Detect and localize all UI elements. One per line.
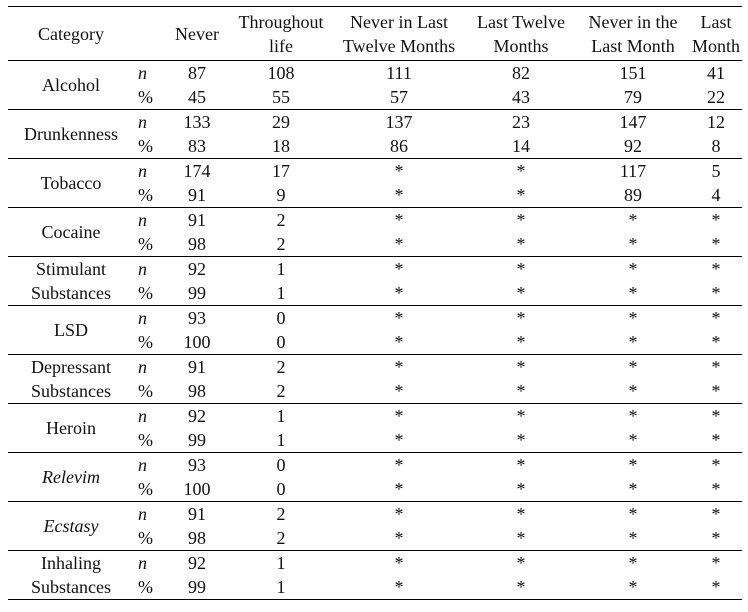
header-category-label: Category <box>38 23 104 44</box>
header-last-twelve-line1: Last Twelve <box>477 11 565 32</box>
count-cell: * <box>332 502 466 527</box>
header-stat <box>134 7 164 61</box>
category-label: Inhaling <box>41 553 101 573</box>
category-cell <box>8 502 134 551</box>
percent-cell: 99 <box>188 283 206 303</box>
category-cell <box>8 110 134 159</box>
count-cell: * <box>690 404 742 429</box>
category-cell <box>8 159 134 208</box>
count-cell: 133 <box>164 110 230 135</box>
header-category <box>8 7 134 61</box>
header-last-month-line2: Month <box>691 35 740 56</box>
category-label: Cocaine <box>41 222 101 242</box>
category-cell <box>8 306 134 355</box>
header-never-last-twelve-line2: Twelve Months <box>342 35 456 56</box>
category-label: Ecstasy <box>43 516 99 536</box>
count-cell: 41 <box>690 61 742 86</box>
table-row <box>8 453 742 478</box>
percent-cell: 91 <box>188 185 206 205</box>
percent-cell: 0 <box>276 479 286 499</box>
stat-label-percent: % <box>138 528 153 548</box>
count-cell: 92 <box>164 404 230 429</box>
percent-cell: * <box>516 332 526 352</box>
percent-cell: 86 <box>390 136 408 156</box>
count-cell: * <box>466 208 576 233</box>
stat-label-percent: % <box>138 185 153 205</box>
stat-label-percent: % <box>138 136 153 156</box>
stat-label-n: n <box>134 404 164 429</box>
percent-cell: 1 <box>276 430 286 450</box>
percent-cell: * <box>628 528 638 548</box>
percent-cell: * <box>516 234 526 254</box>
count-cell: 93 <box>164 453 230 478</box>
count-cell: * <box>690 551 742 576</box>
stat-label-percent: % <box>138 234 153 254</box>
count-cell: * <box>576 208 690 233</box>
count-cell: * <box>332 257 466 282</box>
percent-cell: * <box>711 283 721 303</box>
category-cell <box>8 355 134 404</box>
count-cell: * <box>690 355 742 380</box>
count-cell: 92 <box>164 257 230 282</box>
count-cell: * <box>466 551 576 576</box>
header-never-last-twelve-line1: Never in Last <box>350 11 448 32</box>
percent-cell: 9 <box>276 185 286 205</box>
table-row <box>8 502 742 527</box>
percent-cell: * <box>394 332 404 352</box>
count-cell: * <box>466 502 576 527</box>
count-cell: 91 <box>164 502 230 527</box>
table-row <box>8 159 742 184</box>
count-cell: * <box>332 453 466 478</box>
stat-label-n: n <box>134 453 164 478</box>
percent-cell: 2 <box>276 528 286 548</box>
count-cell: 12 <box>690 110 742 135</box>
table-row <box>8 208 742 233</box>
percent-cell: * <box>628 332 638 352</box>
header-never <box>164 7 230 61</box>
percent-cell: * <box>628 234 638 254</box>
percent-cell: 92 <box>624 136 642 156</box>
stat-label-percent: % <box>138 430 153 450</box>
percent-cell: * <box>332 575 466 600</box>
category-label: Heroin <box>46 418 96 438</box>
header-never-last-month-line2: Last Month <box>591 35 675 56</box>
count-cell: 151 <box>576 61 690 86</box>
count-cell: * <box>690 306 742 331</box>
count-cell: 0 <box>230 306 332 331</box>
stat-label-n: n <box>134 355 164 380</box>
percent-cell: * <box>711 430 721 450</box>
stat-label-n: n <box>134 208 164 233</box>
percent-cell: 83 <box>188 136 206 156</box>
stat-label-percent: % <box>138 381 153 401</box>
percent-cell: * <box>394 430 404 450</box>
percent-cell: 98 <box>188 528 206 548</box>
count-cell: 87 <box>164 61 230 86</box>
count-cell: 82 <box>466 61 576 86</box>
category-label-line2: Substances <box>31 381 111 401</box>
category-label: Relevim <box>42 467 100 487</box>
count-cell: 2 <box>230 502 332 527</box>
percent-cell: * <box>394 283 404 303</box>
stat-label-percent: % <box>138 479 153 499</box>
stat-label-n: n <box>134 306 164 331</box>
count-cell: * <box>576 355 690 380</box>
count-cell: * <box>576 502 690 527</box>
percent-cell: 45 <box>188 87 206 107</box>
percent-cell: 2 <box>276 234 286 254</box>
count-cell: * <box>332 208 466 233</box>
percent-cell: * <box>628 283 638 303</box>
stat-label-n: n <box>134 551 164 576</box>
count-cell: * <box>576 551 690 576</box>
count-cell: * <box>576 306 690 331</box>
count-cell: * <box>466 257 576 282</box>
count-cell: 0 <box>230 453 332 478</box>
percent-cell: 55 <box>272 87 290 107</box>
percent-cell: 1 <box>230 575 332 600</box>
table-header <box>8 7 742 61</box>
count-cell: * <box>576 257 690 282</box>
percent-cell: * <box>516 185 526 205</box>
percent-cell: * <box>516 479 526 499</box>
count-cell: * <box>690 208 742 233</box>
stat-label-percent: % <box>134 575 164 600</box>
stat-label-n: n <box>134 257 164 282</box>
percent-cell: 4 <box>711 185 721 205</box>
percent-cell: 43 <box>512 87 530 107</box>
percent-cell: 79 <box>624 87 642 107</box>
percent-cell: * <box>516 528 526 548</box>
count-cell: 174 <box>164 159 230 184</box>
count-cell: 91 <box>164 208 230 233</box>
table-row <box>8 61 742 86</box>
category-cell <box>8 61 134 110</box>
count-cell: * <box>466 159 576 184</box>
count-cell: 2 <box>230 355 332 380</box>
count-cell: 1 <box>230 404 332 429</box>
category-label: Depressant <box>31 357 111 377</box>
percent-cell: * <box>711 234 721 254</box>
category-cell <box>8 551 134 600</box>
count-cell: * <box>690 453 742 478</box>
count-cell: 23 <box>466 110 576 135</box>
percent-cell: 89 <box>624 185 642 205</box>
percent-cell: * <box>628 381 638 401</box>
percent-cell: 100 <box>183 479 211 499</box>
percent-cell: 99 <box>188 430 206 450</box>
category-label: Tobacco <box>40 173 102 193</box>
count-cell: * <box>576 404 690 429</box>
count-cell: * <box>466 453 576 478</box>
count-cell: * <box>332 551 466 576</box>
header-throughout-line1: Throughout <box>238 11 324 32</box>
table-row <box>8 110 742 135</box>
percent-cell: * <box>394 234 404 254</box>
percent-cell: * <box>394 381 404 401</box>
table-row <box>8 355 742 380</box>
percent-cell: * <box>466 575 576 600</box>
header-never-label: Never <box>175 23 219 44</box>
header-never-last-month <box>576 7 690 61</box>
percent-cell: 98 <box>188 234 206 254</box>
table-row <box>8 257 742 282</box>
percent-cell: * <box>516 283 526 303</box>
percent-cell: 8 <box>711 136 721 156</box>
count-cell: * <box>690 502 742 527</box>
count-cell: 93 <box>164 306 230 331</box>
stat-label-percent: % <box>138 332 153 352</box>
header-row <box>8 7 742 61</box>
category-cell <box>8 453 134 502</box>
category-label-line2: Substances <box>31 577 111 597</box>
count-cell: * <box>690 257 742 282</box>
percent-cell: * <box>394 528 404 548</box>
count-cell: 2 <box>230 208 332 233</box>
count-cell: 137 <box>332 110 466 135</box>
count-cell: 5 <box>690 159 742 184</box>
count-cell: 92 <box>164 551 230 576</box>
percent-cell: 2 <box>276 381 286 401</box>
percent-cell: * <box>628 479 638 499</box>
percent-cell: * <box>690 575 742 600</box>
count-cell: * <box>332 404 466 429</box>
count-cell: 111 <box>332 61 466 86</box>
count-cell: 108 <box>230 61 332 86</box>
table-row <box>8 404 742 429</box>
count-cell: * <box>332 159 466 184</box>
header-throughout-line2: life <box>269 35 293 56</box>
percent-cell: 98 <box>188 381 206 401</box>
stat-label-n: n <box>134 61 164 86</box>
category-label: Stimulant <box>35 259 106 279</box>
category-label-line2: Substances <box>31 283 111 303</box>
category-cell <box>8 257 134 306</box>
count-cell: 117 <box>576 159 690 184</box>
percent-cell: 57 <box>390 87 408 107</box>
category-cell <box>8 404 134 453</box>
percent-cell: * <box>711 332 721 352</box>
percent-cell: * <box>628 430 638 450</box>
percent-cell: * <box>711 479 721 499</box>
percent-cell: 22 <box>707 87 725 107</box>
substance-use-table-container <box>8 6 742 600</box>
percent-cell: 0 <box>276 332 286 352</box>
count-cell: 91 <box>164 355 230 380</box>
count-cell: 17 <box>230 159 332 184</box>
percent-cell: * <box>711 381 721 401</box>
header-last-month <box>690 7 742 61</box>
count-cell: * <box>576 453 690 478</box>
header-throughout-life <box>230 7 332 61</box>
count-cell: * <box>332 355 466 380</box>
percent-cell: 99 <box>164 575 230 600</box>
header-last-twelve-months <box>466 7 576 61</box>
category-label: Drunkenness <box>24 124 118 144</box>
category-cell <box>8 208 134 257</box>
header-never-last-month-line1: Never in the <box>588 11 678 32</box>
percent-cell: 14 <box>512 136 530 156</box>
count-cell: 29 <box>230 110 332 135</box>
count-cell: * <box>466 306 576 331</box>
percent-cell: * <box>394 479 404 499</box>
stat-label-n: n <box>134 110 164 135</box>
percent-cell: 1 <box>276 283 286 303</box>
count-cell: 1 <box>230 257 332 282</box>
table-row <box>8 306 742 331</box>
stat-label-n: n <box>134 159 164 184</box>
header-last-twelve-line2: Months <box>493 35 549 56</box>
percent-cell: * <box>516 381 526 401</box>
substance-use-table <box>8 6 742 600</box>
stat-label-percent: % <box>138 283 153 303</box>
category-label: LSD <box>53 320 88 340</box>
count-cell: * <box>332 306 466 331</box>
table-body <box>8 61 742 600</box>
percent-cell: * <box>394 185 404 205</box>
count-cell: * <box>466 355 576 380</box>
count-cell: 147 <box>576 110 690 135</box>
percent-cell: 18 <box>272 136 290 156</box>
count-cell: * <box>466 404 576 429</box>
percent-cell: * <box>516 430 526 450</box>
stat-label-percent: % <box>138 87 153 107</box>
stat-label-n: n <box>134 502 164 527</box>
percent-cell: * <box>711 528 721 548</box>
category-label: Alcohol <box>42 75 100 95</box>
table-row <box>8 551 742 576</box>
percent-cell: * <box>576 575 690 600</box>
header-never-last-twelve-months <box>332 7 466 61</box>
count-cell: 1 <box>230 551 332 576</box>
header-last-month-line1: Last <box>700 11 732 32</box>
percent-cell: 100 <box>183 332 211 352</box>
